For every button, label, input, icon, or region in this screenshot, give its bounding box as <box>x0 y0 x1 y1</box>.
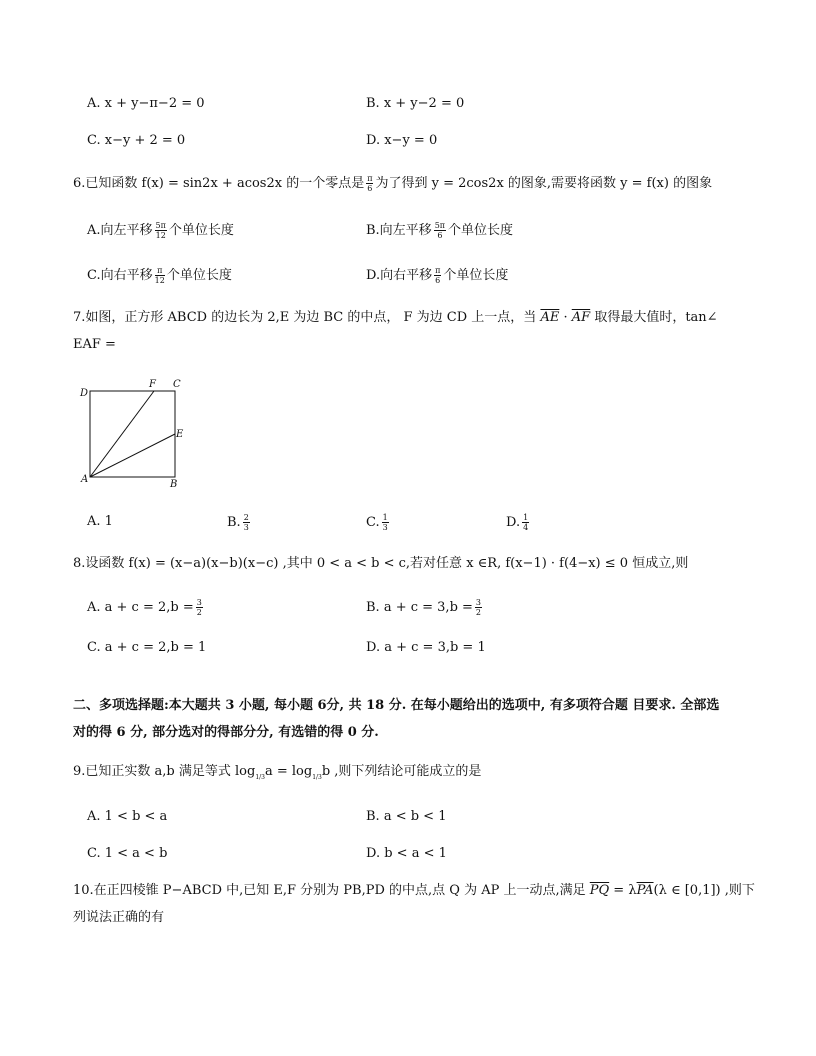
q10-vector-pa: $\overline{PA}$ <box>636 883 654 898</box>
label-b: B <box>170 479 178 490</box>
q5-option-c: C. x−y + 2 = 0 <box>87 133 186 148</box>
label-f: F <box>149 379 156 390</box>
q10-stem-a: 10.在正四棱锥 P−ABCD 中,已知 E,F 分别为 PB,PD 的中点,点 Q 为 AP 上一动点,满足 <box>73 883 586 898</box>
q7-d-den: 4 <box>523 523 529 532</box>
q8-option-a <box>87 598 205 617</box>
q6-c-fraction <box>155 266 165 285</box>
q6-option-b <box>366 221 513 240</box>
q8-stem: 8.设函数 f(x) = (x−a)(x−b)(x−c) ,其中 0 < a < b < c,若对任意 x ∈R, f(x−1) · f(4−x) ≤ 0 恒成立,则 <box>73 556 689 571</box>
q10-stem-line1 <box>73 882 755 900</box>
q7-stem-a: 7.如图，正方形 ABCD 的边长为 2,E 为边 BC 的中点， F 为边 CD 上一点，当 <box>73 310 537 325</box>
q8-option-b <box>366 598 484 617</box>
segment-ae <box>90 434 175 477</box>
section2-line2: 对的得 6 分, 部分选对的得部分分, 有选错的得 0 分. <box>73 725 379 740</box>
q6-fraction <box>366 174 373 193</box>
label-c: C <box>173 379 181 390</box>
q10-stem-line2: 列说法正确的有 <box>73 910 165 925</box>
q6-a-post: 个单位长度 <box>168 223 234 238</box>
q6-stem <box>73 174 712 193</box>
q6-frac-num: π <box>367 174 373 183</box>
q9-option-a: A. 1 < b < a <box>87 809 168 824</box>
q6-stem-b: 为了得到 y = 2cos2x 的图象,需要将函数 y = f(x) 的图象 <box>375 176 713 191</box>
q7-option-c <box>366 513 391 532</box>
q7-stem-b: 取得最大值时，tan∠ <box>594 310 718 325</box>
q6-stem-a: 6.已知函数 f(x) = sin2x + acos2x 的一个零点是 <box>73 176 365 191</box>
q7-d-pre: D. <box>506 515 521 530</box>
q6-d-den: 6 <box>435 276 441 285</box>
q5-option-a: A. x + y−π−2 = 0 <box>87 96 205 111</box>
q9-option-c: C. 1 < a < b <box>87 846 168 861</box>
q7-dot: · <box>559 310 572 325</box>
square-abcd <box>90 391 175 477</box>
q7-b-den: 3 <box>243 523 249 532</box>
q7-c-num: 1 <box>382 513 388 522</box>
q7-option-b <box>227 513 252 532</box>
q7-c-den: 3 <box>382 523 388 532</box>
label-a: A <box>81 474 89 485</box>
q7-square-figure <box>76 376 188 490</box>
q5-option-d: D. x−y = 0 <box>366 133 438 148</box>
q8-b-den: 2 <box>475 608 482 617</box>
q8-option-c: C. a + c = 2,b = 1 <box>87 640 207 655</box>
q6-a-num: 5π <box>155 221 166 230</box>
q10-stem-b: (λ ∈ [0,1]) ,则下 <box>653 883 755 898</box>
q7-c-fraction <box>382 513 389 532</box>
q6-d-fraction <box>434 266 441 285</box>
q7-stem-line1 <box>73 309 718 327</box>
q6-b-den: 6 <box>437 231 443 240</box>
label-e: E <box>176 429 184 440</box>
segment-af <box>90 391 154 477</box>
q10-vector-pq: $\overline{PQ}$ <box>589 883 610 898</box>
q9-stem-a: 9.已知正实数 a,b 满足等式 log <box>73 764 256 779</box>
q8-option-d: D. a + c = 3,b = 1 <box>366 640 486 655</box>
q9-stem-b: b ,则下列结论可能成立的是 <box>321 764 482 779</box>
q8-a-den: 2 <box>196 608 202 617</box>
q7-c-pre: C. <box>366 515 380 530</box>
q6-b-post: 个单位长度 <box>448 223 514 238</box>
q7-option-d <box>506 513 531 532</box>
q9-stem <box>73 763 481 787</box>
q9-stem-mid: a = log <box>264 764 313 779</box>
section2-line1: 二、多项选择题:本大题共 3 小题, 每小题 6分, 共 18 分. 在每小题给出的选项中, 有多项符合题 目要求. 全部选 <box>73 698 720 713</box>
q5-option-b: B. x + y−2 = 0 <box>366 96 465 111</box>
q6-a-pre: A.向左平移 <box>87 223 153 238</box>
q9-option-d: D. b < a < 1 <box>366 846 447 861</box>
q6-option-d <box>366 266 508 285</box>
q6-d-pre: D.向右平移 <box>366 268 433 283</box>
q6-c-pre: C.向右平移 <box>87 268 153 283</box>
q9-option-b: B. a < b < 1 <box>366 809 447 824</box>
q7-stem-line2: EAF = <box>73 337 116 352</box>
q6-d-num: π <box>435 266 441 275</box>
q8-a-pre: A. a + c = 2,b = <box>87 600 194 615</box>
q9-log-base-2: 1/3 <box>312 774 322 781</box>
q6-frac-den: 6 <box>367 184 373 193</box>
q7-d-num: 1 <box>523 513 529 522</box>
q10-equals: = λ <box>609 883 637 898</box>
q6-option-a <box>87 221 234 240</box>
q6-c-post: 个单位长度 <box>166 268 232 283</box>
q6-b-num: 5π <box>434 221 446 230</box>
q6-d-post: 个单位长度 <box>443 268 509 283</box>
q6-c-den: 12 <box>154 276 165 285</box>
q6-b-pre: B.向左平移 <box>366 223 432 238</box>
q6-a-den: 12 <box>155 231 166 240</box>
label-d: D <box>80 388 89 399</box>
q8-b-fraction <box>475 598 482 617</box>
q7-b-num: 2 <box>243 513 249 522</box>
q6-option-c <box>87 266 232 285</box>
q8-a-fraction <box>196 598 203 617</box>
q8-b-num: 3 <box>475 598 482 607</box>
q7-vector-af: $\overline{AF}$ <box>571 310 591 325</box>
q7-b-fraction <box>243 513 250 532</box>
q7-option-a: A. 1 <box>87 514 113 529</box>
q6-c-num: π <box>155 266 165 276</box>
q7-b-pre: B. <box>227 515 241 530</box>
q6-b-fraction <box>434 221 446 240</box>
q8-a-num: 3 <box>196 598 202 607</box>
q6-a-fraction <box>155 221 167 240</box>
q7-d-fraction <box>522 513 529 532</box>
q7-vector-ae: $\overline{AE}$ <box>540 310 560 325</box>
q8-b-pre: B. a + c = 3,b = <box>366 600 473 615</box>
q9-log-base-1: 1/3 <box>255 774 265 781</box>
